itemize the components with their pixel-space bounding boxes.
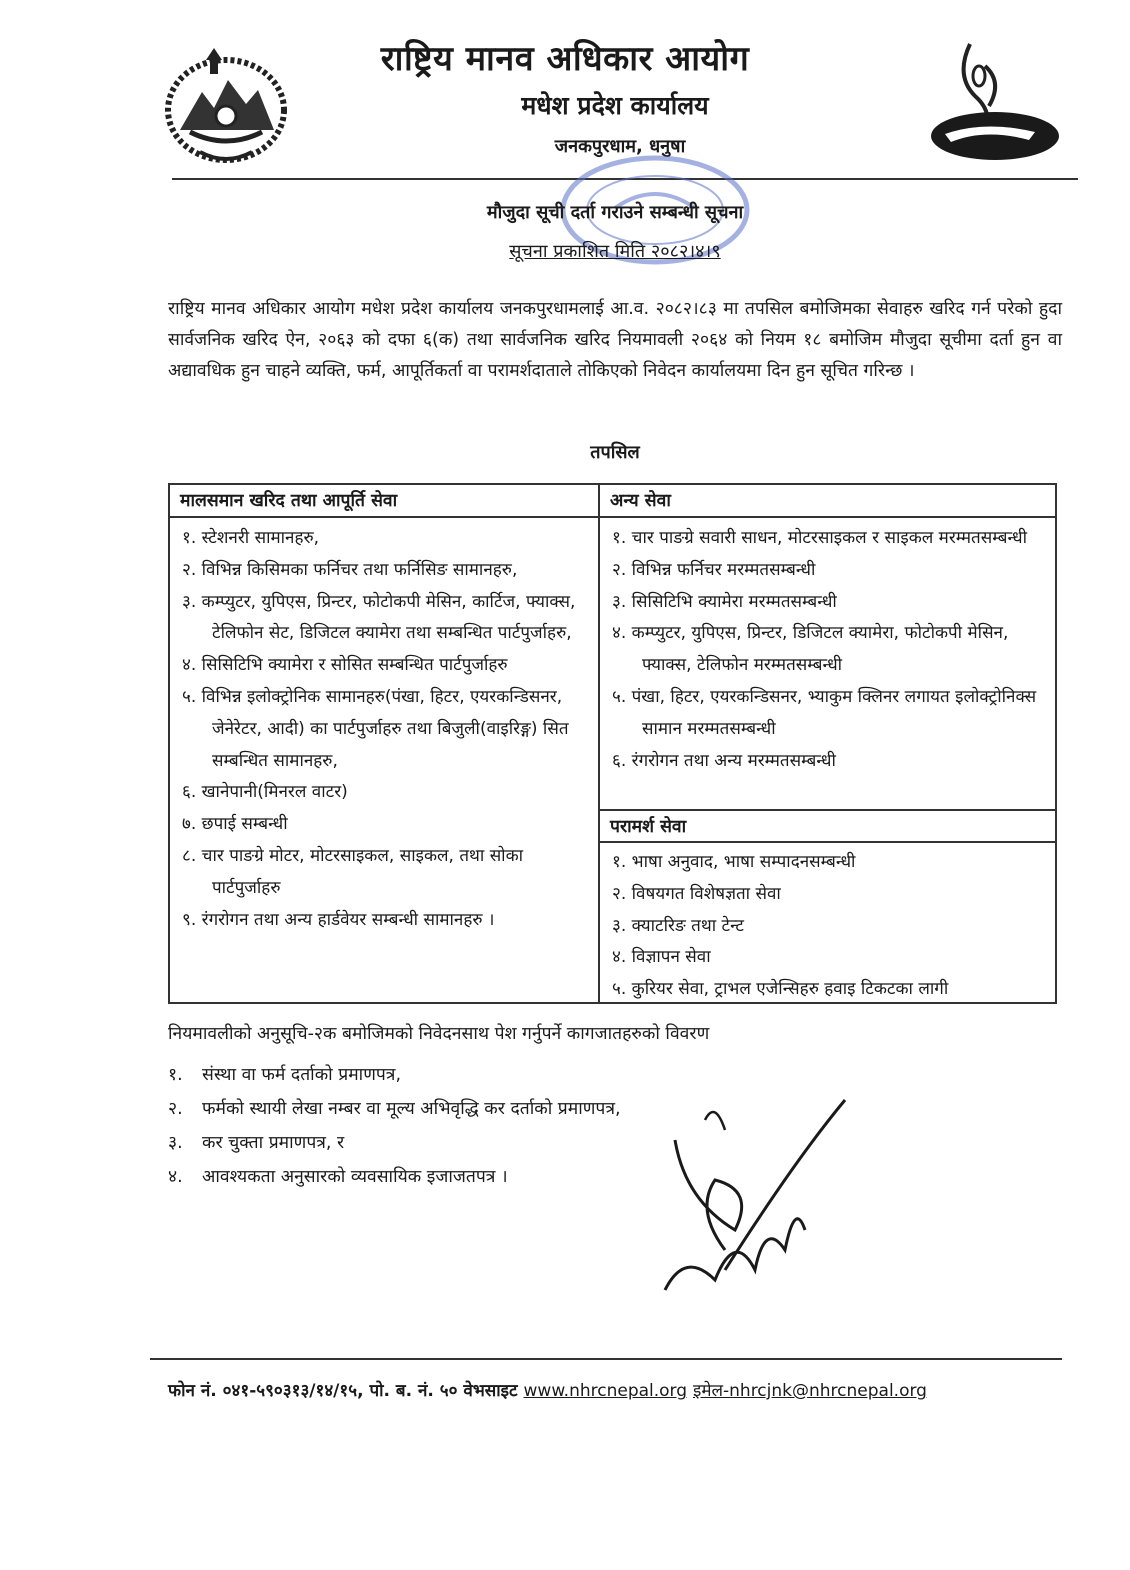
document-number: ४.: [168, 1167, 183, 1187]
other-service-item: ५. पंखा, हिटर, एयरकन्डिसनर, भ्याकुम क्लिनर लगायत इलोक्ट्रोनिक्स सामान मरम्मतसम्बन्धी: [612, 686, 1037, 739]
document-number: १.: [168, 1065, 183, 1085]
document-item: [168, 1092, 621, 1126]
document-item: [168, 1160, 621, 1194]
footer-contact: [168, 1378, 1068, 1401]
document-text: कर चुक्ता प्रमाणपत्र, र: [202, 1133, 345, 1153]
document-number: ३.: [168, 1133, 183, 1153]
other-service-item: ४. कम्प्युटर, युपिएस, प्रिन्टर, डिजिटल क्यामेरा, फोटोकपी मेसिन, फ्याक्स, टेलिफोन मरम्मतसम्बन्धी: [612, 623, 1009, 676]
consulting-item: १. भाषा अनुवाद, भाषा सम्पादनसम्बन्धी: [612, 852, 856, 872]
document-text: आवश्यकता अनुसारको व्यवसायिक इजाजतपत्र ।: [202, 1167, 508, 1187]
other-service-item: २. विभिन्न फर्निचर मरम्मतसम्बन्धी: [612, 559, 816, 580]
goods-item: ४. सिसिटिभि क्यामेरा र सोसित सम्बन्धित पार्टपुर्जाहरु: [182, 655, 508, 676]
consulting-item: ५. कुरियर सेवा, ट्राभल एजेन्सिहरु हवाइ टिकटका लागी: [612, 979, 949, 1000]
document-text: फर्मको स्थायी लेखा नम्बर वा मूल्य अभिवृद्धि कर दर्ताको प्रमाणपत्र,: [202, 1099, 621, 1119]
goods-item: ३. कम्प्युटर, युपिएस, प्रिन्टर, फोटोकपी मेसिन, कार्टिज, फ्याक्स, टेलिफोन सेट, डिजिटल क्यामेरा तथा सम्बन्धित पार्टपुर्जाहरु,: [182, 591, 576, 644]
consulting-services-heading: परामर्श सेवा: [600, 811, 1055, 843]
goods-item: ५. विभिन्न इलोक्ट्रोनिक सामानहरु(पंखा, हिटर, एयरकन्डिसनर, जेनेरेटर, आदी) का पार्टपुर्जाहरु तथा बिजुली(वाइरिङ्ग) सित सम्बन्धित सामानहरु,: [182, 686, 569, 771]
schedule-heading: तपसिल: [590, 442, 640, 463]
notice-date: [0, 239, 1130, 263]
footer-phone: फोन नं. ०४१-५९०३१३/१४/१५, पो. ब. नं. ५० वेभसाइट: [168, 1381, 518, 1401]
document-item: [168, 1058, 621, 1092]
goods-item: ९. रंगरोगन तथा अन्य हार्डवेयर सम्बन्धी सामानहरु ।: [182, 909, 495, 930]
other-service-item: १. चार पाङग्रे सवारी साधन, मोटरसाइकल र साइकल मरम्मतसम्बन्धी: [612, 528, 1028, 548]
goods-item: १. स्टेशनरी सामानहरु,: [182, 528, 320, 548]
other-service-item: ६. रंगरोगन तथा अन्य मरम्मतसम्बन्धी: [612, 750, 836, 771]
document-item: [168, 1126, 621, 1160]
consulting-services-list: [612, 847, 1052, 1006]
goods-item: २. विभिन्न किसिमका फर्निचर तथा फर्निसिङ सामानहरु,: [182, 559, 518, 580]
other-service-item: ३. सिसिटिभि क्यामेरा मरम्मतसम्बन्धी: [612, 591, 837, 612]
document-number: २.: [168, 1099, 183, 1119]
website-link[interactable]: www.nhrcnepal.org: [523, 1381, 688, 1401]
footer-divider: [150, 1358, 1062, 1360]
goods-item: ६. खानेपानी(मिनरल वाटर): [182, 782, 348, 803]
consulting-item: ४. विज्ञापन सेवा: [612, 947, 711, 968]
email-link[interactable]: इमेल-nhrcjnk@nhrcnepal.org: [692, 1381, 927, 1401]
other-services-heading: अन्य सेवा: [600, 485, 1055, 518]
consulting-item: ३. क्याटरिङ तथा टेन्ट: [612, 915, 744, 936]
signature-icon: [645, 1080, 865, 1310]
goods-list: [182, 523, 590, 936]
org-name: राष्ट्रिय मानव अधिकार आयोग: [380, 39, 750, 79]
documents-heading: नियमावलीको अनुसूचि-२क बमोजिमको निवेदनसाथ पेश गर्नुपर्ने कागजातहरुको विवरण: [168, 1024, 710, 1044]
other-services-list: [612, 523, 1052, 777]
goods-item: ८. चार पाङग्रे मोटर, मोटरसाइकल, साइकल, तथा सोका पार्टपुर्जाहरु: [182, 845, 524, 898]
table-column-divider: [598, 485, 600, 1002]
notice-body: राष्ट्रिय मानव अधिकार आयोग मधेश प्रदेश कार्यालय जनकपुरधामलाई आ.व. २०८२।८३ मा तपसिल बमोजिमका सेवाहरु खरिद गर्न परेको हुदा सार्वजनिक खरिद ऐन, २०६३ को दफा ६(क) तथा सार्वजनिक खरिद नियमावली २०६४ को नियम १८ बमोजिम मौजुदा सूचीमा दर्ता हुन वा अद्यावधिक हुन चाहने व्यक्ति, फर्म, आपूर्तिकर्ता वा परामर्शदाताले तोकिएको निवेदन कार्यालयमा दिन हुन सूचित गरिन्छ ।: [168, 299, 1062, 381]
notice-date-text: सूचना प्रकाशित मिति २०८२।४।९: [509, 241, 721, 262]
documents-list: [168, 1058, 621, 1194]
document-text: संस्था वा फर्म दर्ताको प्रमाणपत्र,: [202, 1065, 402, 1085]
schedule-table: [168, 483, 1057, 1004]
notice-title: मौजुदा सूची दर्ता गराउने सम्बन्धी सूचना: [486, 202, 744, 223]
goods-column-heading: मालसमान खरिद तथा आपूर्ति सेवा: [170, 485, 598, 518]
office-location: जनकपुरधाम, धनुषा: [554, 136, 686, 157]
office-name: मधेश प्रदेश कार्यालय: [521, 91, 709, 120]
goods-item: ७. छपाई सम्बन्धी: [182, 814, 288, 835]
consulting-item: २. विषयगत विशेषज्ञता सेवा: [612, 883, 781, 904]
